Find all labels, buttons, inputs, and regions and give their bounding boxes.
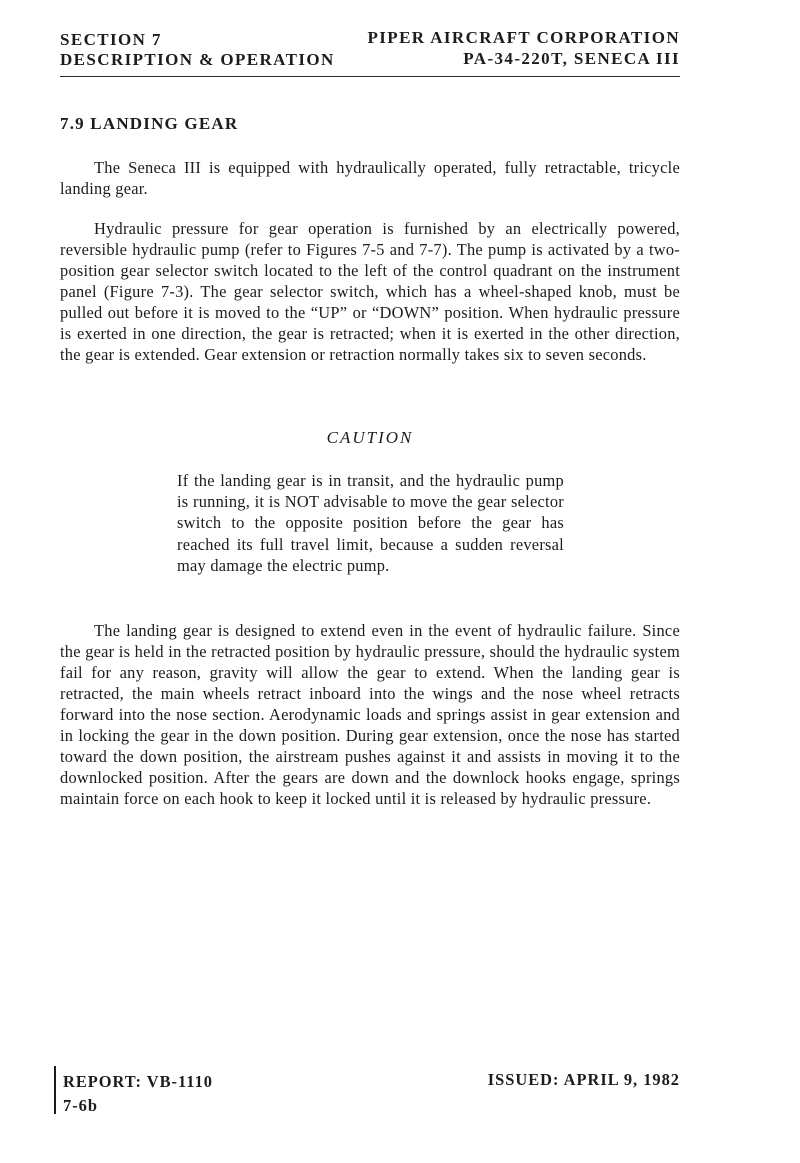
- page-number: 7-6b: [63, 1096, 98, 1115]
- section-name: DESCRIPTION & OPERATION: [60, 50, 335, 69]
- footer-revision-bar: [54, 1066, 56, 1114]
- report-number: REPORT: VB-1110: [63, 1072, 213, 1091]
- caution-title: CAUTION: [326, 428, 414, 447]
- aircraft-model: PA-34-220T, SENECA III: [463, 49, 680, 68]
- paragraph-hydraulic-pressure: Hydraulic pressure for gear operation is furnished by an electrically powered, reversible hydraulic pump (refer to Figures 7-5 and 7-7). The pump is activated by a two-position gear selector switch located to the left of the control quadrant on the instrument panel (Figure 7-3). The gear selector switch, which has a wheel-shaped knob, must be pulled out before it is moved to the “UP” or “DOWN” position. When hydraulic pressure is exerted in one direction, the gear is retracted; when it is exerted in the other direction, the gear is extended. Gear extension or retraction normally takes six to seven seconds.: [60, 219, 680, 364]
- section-number: SECTION 7: [60, 30, 162, 49]
- company-name: PIPER AIRCRAFT CORPORATION: [367, 28, 680, 47]
- caution-text: If the landing gear is in transit, and the hydraulic pump is running, it is NOT advisable to move the gear selector switch to the opposite position before the gear has reached its full travel limit, because a sudden reversal may damage the electric pump.: [177, 471, 564, 575]
- section-title: 7.9 LANDING GEAR: [60, 114, 239, 133]
- paragraph-gear-design: The landing gear is designed to extend even in the event of hydraulic failure. Since the gear is held in the retracted position by hydraulic pressure, should the hydraulic system fail for any reason, gravity will allow the gear to extend. When the landing gear is retracted, the main wheels retract inboard into the wings and the nose wheel retracts forward into the nose section. Aerodynamic loads and springs assist in gear extension and in locking the gear in the down position. During gear extension, once the nose has started toward the down position, the airstream pushes against it and assists in moving it to the downlocked position. After the gears are down and the downlock hooks engage, springs maintain force on each hook to keep it locked until it is released by hydraulic pressure.: [60, 621, 680, 808]
- paragraph-intro: The Seneca III is equipped with hydraulically operated, fully retractable, tricycle landing gear.: [60, 158, 680, 198]
- issued-date: ISSUED: APRIL 9, 1982: [487, 1070, 680, 1089]
- page-header: [60, 26, 680, 77]
